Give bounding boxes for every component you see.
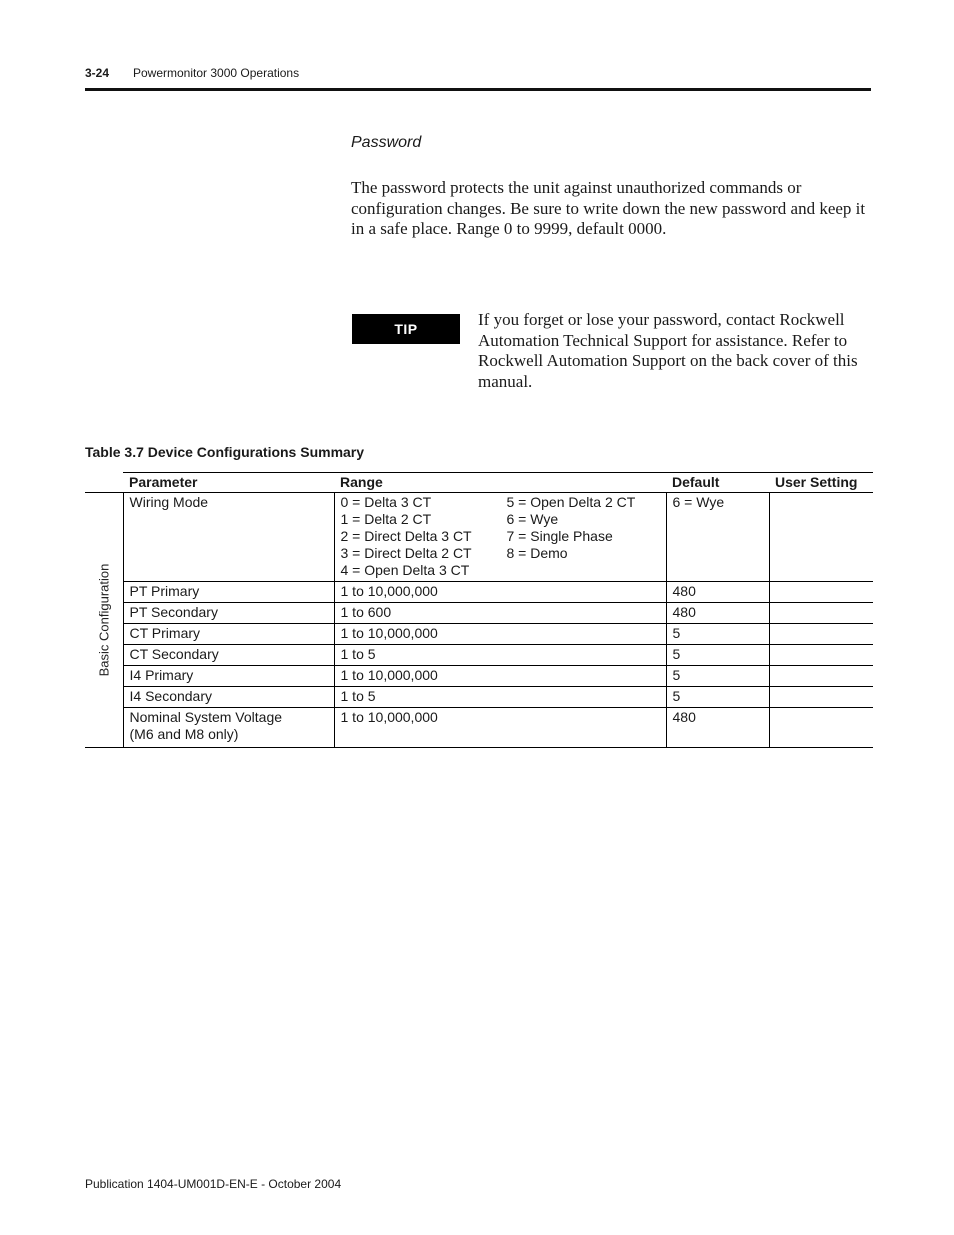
user-setting-cell [769,645,873,666]
user-setting-cell [769,582,873,603]
table-row [85,582,873,603]
range-option: 6 = Wye [506,511,559,527]
section-body: The password protects the unit against unauthorized commands or configuration changes. Be sure to write down the new password and keep it in a safe place. Range 0 to 9999, default 0000. [351,178,866,238]
user-setting-cell [769,603,873,624]
range-cell: 1 to 10,000,000 [334,582,666,603]
parameter-cell: PT Primary [123,582,334,603]
running-title: Powermonitor 3000 Operations [133,66,300,80]
page-footer: Publication 1404-UM001D-EN-E - October 2004 [85,1177,342,1191]
range-cell: 1 to 600 [334,603,666,624]
header-default: Default [666,473,769,493]
table-row [85,624,873,645]
default-cell: 5 [666,666,769,687]
group-label: Basic Configuration [96,563,112,677]
table-row [85,666,873,687]
default-cell: 6 = Wye [666,493,769,582]
header-blank [85,473,123,493]
range-option: 3 = Direct Delta 2 CT [340,545,472,561]
table-row [85,603,873,624]
range-option: 8 = Demo [506,545,568,561]
parameter-cell: I4 Primary [123,666,334,687]
header-rule [85,88,871,91]
header-range: Range [334,473,666,493]
user-setting-cell [769,708,873,748]
device-config-table [85,472,873,748]
user-setting-cell [769,666,873,687]
table-header-row [85,473,873,493]
table-row [85,708,873,748]
tip-text: If you forget or lose your password, contact Rockwell Automation Technical Support for assistance. Refer to Rockwell Automation Support on the back cover of this manual. [478,310,858,391]
range-cell: 1 to 10,000,000 [334,666,666,687]
table-row [85,493,873,582]
user-setting-cell [769,687,873,708]
range-cell: 1 to 10,000,000 [334,708,666,748]
header-user-setting: User Setting [769,473,873,493]
parameter-cell: CT Primary [123,624,334,645]
table-row [85,645,873,666]
tip-badge: TIP [352,314,460,344]
table-row [85,687,873,708]
parameter-line: (M6 and M8 only) [129,726,239,742]
user-setting-cell [769,624,873,645]
default-cell: 480 [666,582,769,603]
parameter-cell: CT Secondary [123,645,334,666]
range-cell: 1 to 5 [334,687,666,708]
default-cell: 480 [666,603,769,624]
user-setting-cell [769,493,873,582]
range-cell [334,493,666,582]
range-option: 5 = Open Delta 2 CT [506,494,636,510]
range-options-left [341,494,507,579]
range-option: 2 = Direct Delta 3 CT [340,528,472,544]
page-number: 3-24 [85,66,110,80]
default-cell: 480 [666,708,769,748]
range-option: 0 = Delta 3 CT [340,494,432,510]
default-cell: 5 [666,645,769,666]
range-option: 4 = Open Delta 3 CT [340,562,470,578]
range-cell: 1 to 10,000,000 [334,624,666,645]
header-parameter: Parameter [123,473,334,493]
default-cell: 5 [666,687,769,708]
parameter-cell [123,708,334,748]
section-heading: Password [351,134,422,151]
parameter-cell: I4 Secondary [123,687,334,708]
group-cell [85,493,123,748]
parameter-cell: Wiring Mode [123,493,334,582]
parameter-line: Nominal System Voltage [129,709,283,725]
table-caption: Table 3.7 Device Configurations Summary [85,444,365,460]
range-option: 1 = Delta 2 CT [340,511,432,527]
parameter-cell: PT Secondary [123,603,334,624]
range-options-right [507,494,657,579]
default-cell: 5 [666,624,769,645]
range-option: 7 = Single Phase [506,528,613,544]
range-cell: 1 to 5 [334,645,666,666]
